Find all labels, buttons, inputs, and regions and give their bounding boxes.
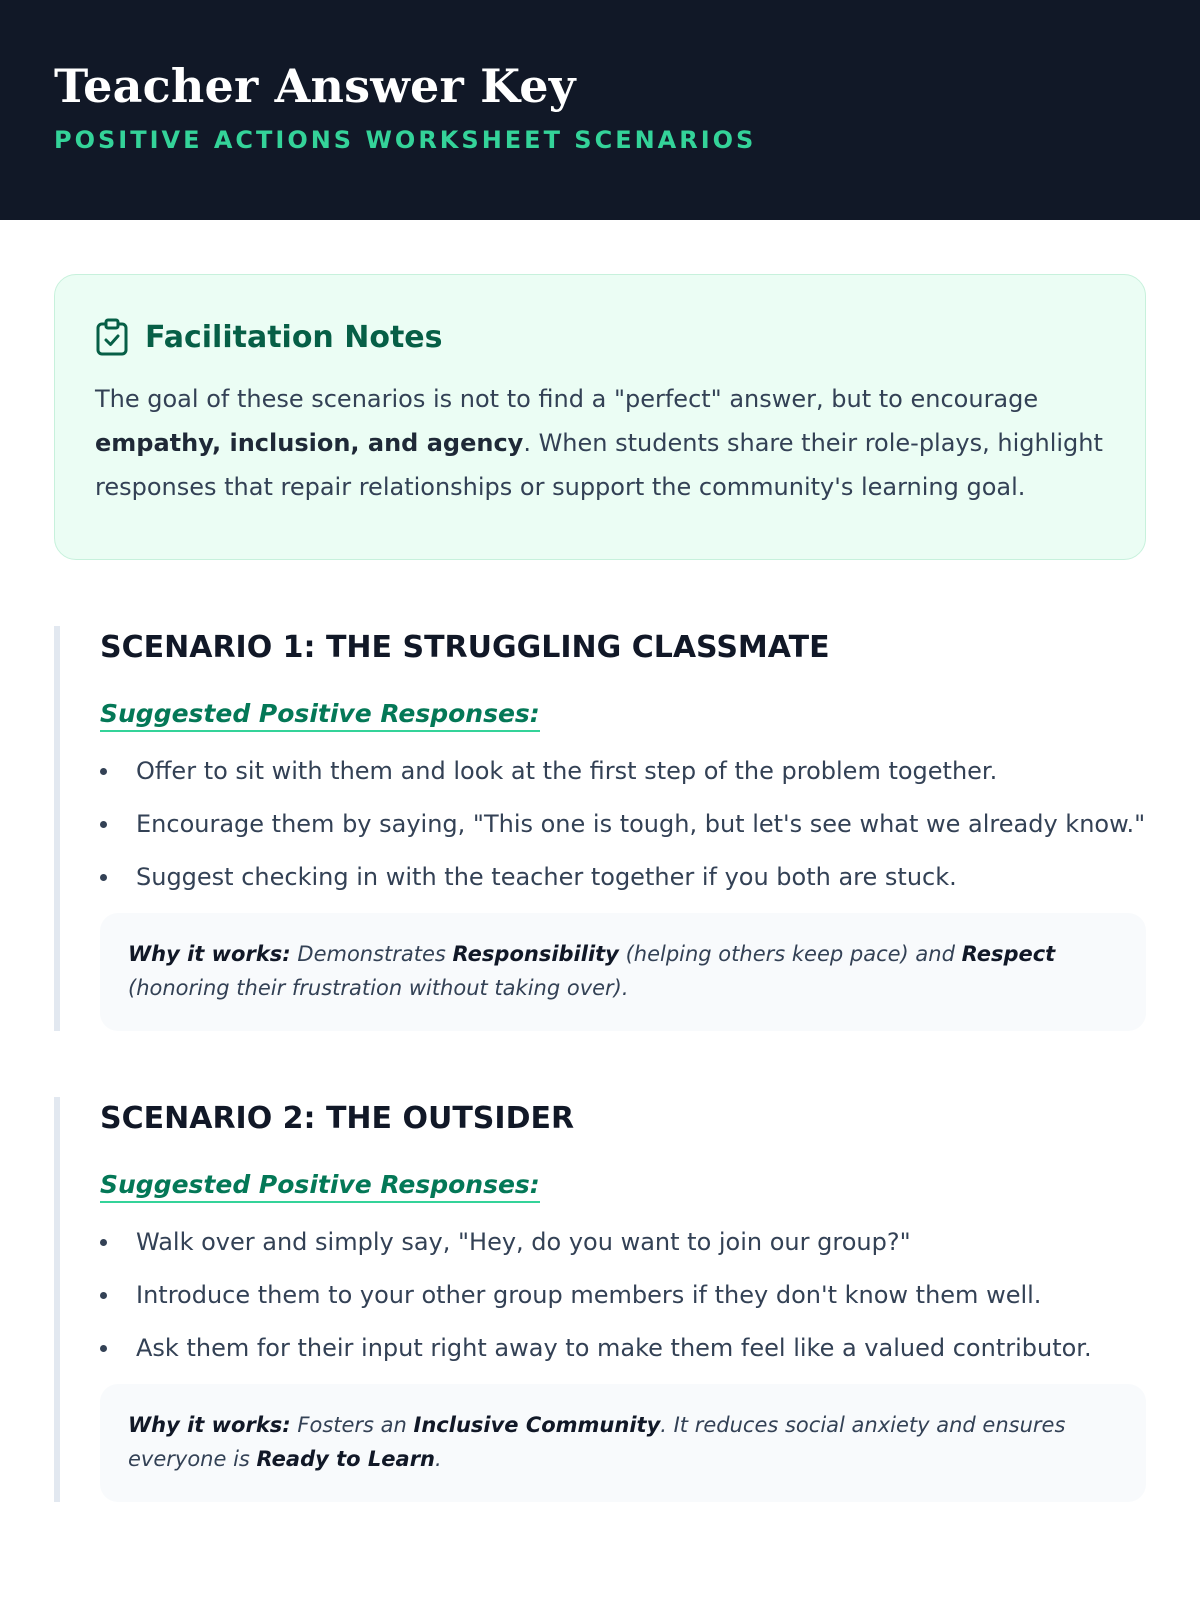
list-item: Walk over and simply say, "Hey, do you want to join our group?" bbox=[100, 1225, 1146, 1259]
why-it-works-box: Why it works: Demonstrates Responsibility (helping others keep pace) and Respect (honoring their frustration without taking over). bbox=[100, 913, 1146, 1031]
scenario-title: SCENARIO 2: THE OUTSIDER bbox=[100, 1101, 575, 1136]
scenario-2 bbox=[54, 1097, 1146, 1502]
page-title: Teacher Answer Key bbox=[54, 59, 576, 113]
notes-title: Facilitation Notes bbox=[145, 319, 443, 355]
responses-label: Suggested Positive Responses: bbox=[100, 698, 540, 732]
why-label: Why it works: bbox=[128, 942, 291, 966]
page-subtitle: POSITIVE ACTIONS WORKSHEET SCENARIOS bbox=[54, 126, 757, 154]
notes-heading bbox=[95, 315, 1105, 359]
list-item: Introduce them to your other group members if they don't know them well. bbox=[100, 1278, 1146, 1312]
facilitation-notes-card bbox=[54, 274, 1146, 560]
scenario-title: SCENARIO 1: THE STRUGGLING CLASSMATE bbox=[100, 630, 830, 665]
clipboard-check-icon bbox=[95, 318, 129, 356]
responses-list bbox=[100, 1225, 1146, 1365]
why-label: Why it works: bbox=[128, 1413, 291, 1437]
notes-emphasis: empathy, inclusion, and agency bbox=[95, 429, 524, 457]
notes-body: The goal of these scenarios is not to find a "perfect" answer, but to encourage empathy, inclusion, and agency. When students share their role-plays, highlight responses that repair relationships or support the community's learning goal. bbox=[95, 385, 1103, 501]
list-item: Offer to sit with them and look at the first step of the problem together. bbox=[100, 754, 1146, 788]
page-header bbox=[0, 0, 1200, 220]
responses-list bbox=[100, 754, 1146, 894]
list-item: Encourage them by saying, "This one is tough, but let's see what we already know." bbox=[100, 807, 1146, 841]
main-content bbox=[0, 220, 1200, 1502]
why-it-works-box: Why it works: Fosters an Inclusive Community. It reduces social anxiety and ensures everyone is Ready to Learn. bbox=[100, 1384, 1146, 1502]
responses-label: Suggested Positive Responses: bbox=[100, 1169, 540, 1203]
scenario-1 bbox=[54, 626, 1146, 1031]
list-item: Ask them for their input right away to make them feel like a valued contributor. bbox=[100, 1331, 1146, 1365]
list-item: Suggest checking in with the teacher together if you both are stuck. bbox=[100, 860, 1146, 894]
